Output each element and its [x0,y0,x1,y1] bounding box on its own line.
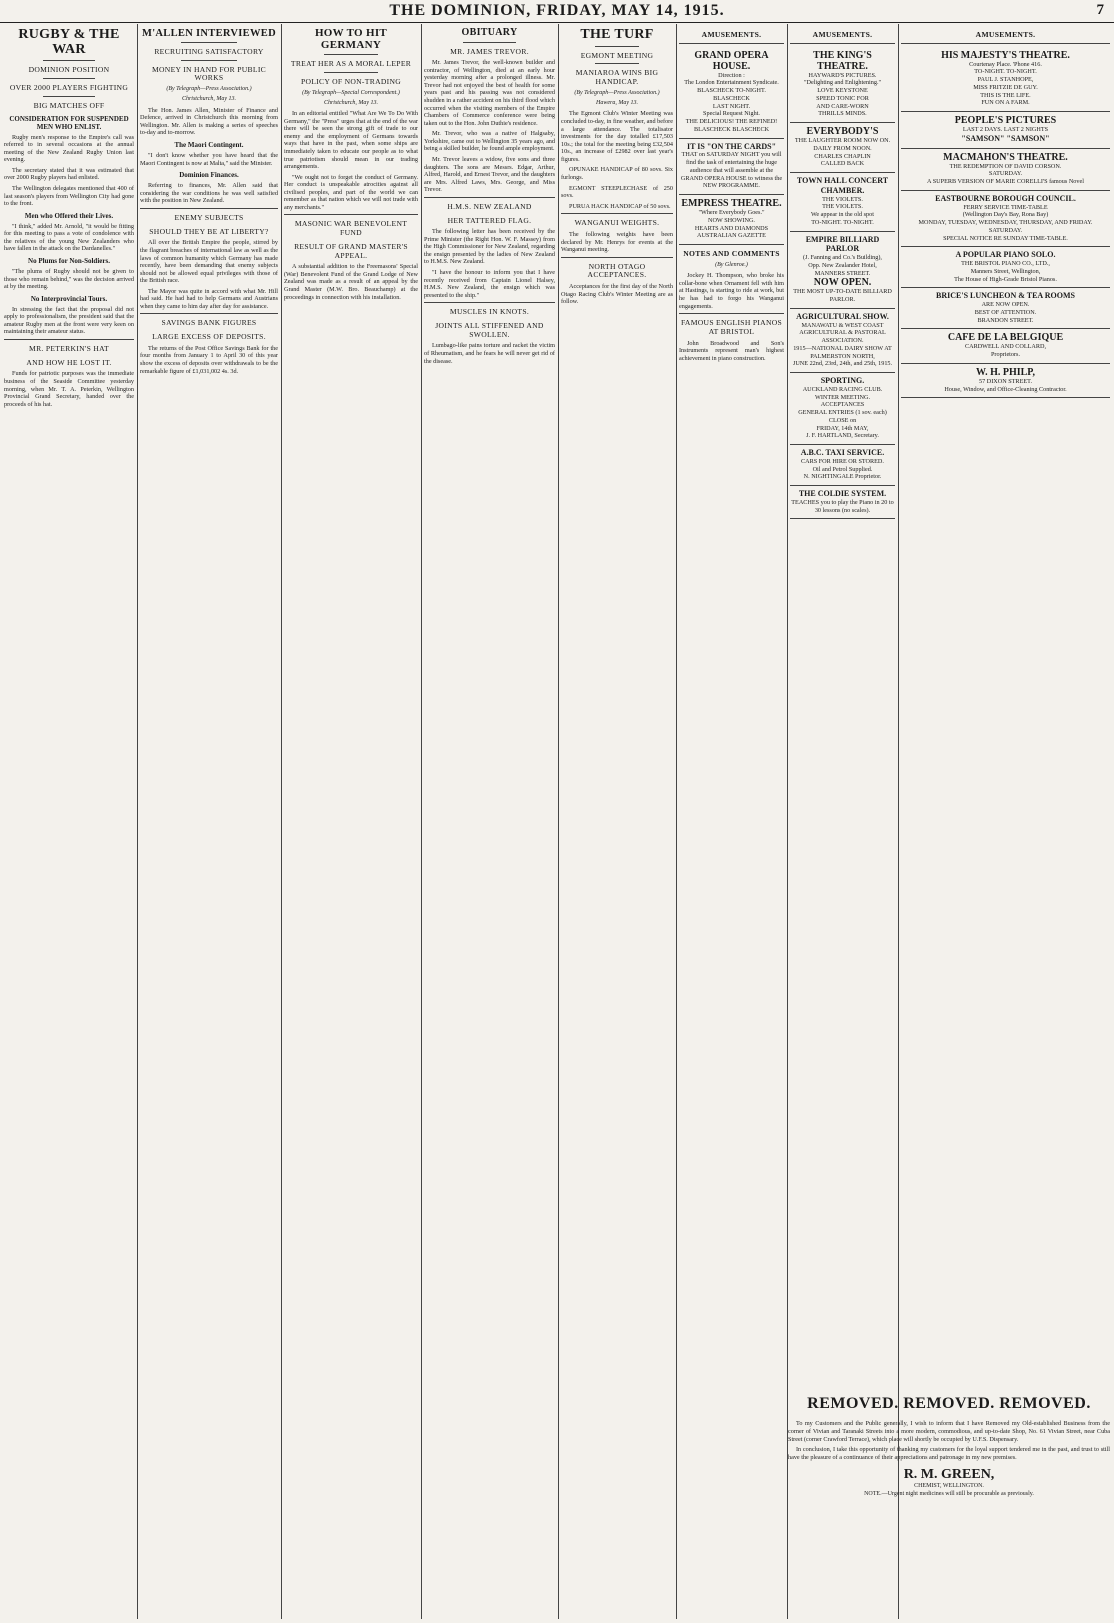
column-amusements-2 [790,26,895,1383]
divider [595,46,640,47]
column-rule [898,24,899,1619]
paragraph: OPUNAKE HANDICAP of 80 sovs. Six furlongs. [561,166,673,181]
subheadline: DOMINION POSITION [28,65,110,75]
advert-grand-opera [679,47,784,139]
divider [424,197,555,198]
advert-macmahons [901,149,1110,191]
crosshead: Men who Offered their Lives. [24,211,114,220]
advert-line: 57 DIXON STREET. [979,377,1032,385]
advert-line: Opp. New Zealander Hotel, [808,261,877,269]
paragraph: "I think," added Mr. Arnold, "it would be fitting for this meeting to pass a vote of condolence with the relatives of the young New Zealanders who have fallen in the attack on the Dardanelles." [4,222,134,253]
advert-line: Courtenay Place. 'Phone 416. [969,60,1042,68]
removed-advert-title: REMOVED. REMOVED. REMOVED. [807,1395,1091,1412]
advert-line: MANAWATU & WEST COAST AGRICULTURAL & PASTORAL ASSOCIATION. [799,321,886,345]
advert-line: A SUPERB VERSION OF MARIE CORELLI'S famous Novel [927,178,1084,186]
advert-brices [901,288,1110,329]
column-amusements-3 [901,26,1110,1383]
advert-sporting [790,373,895,445]
subheadline: EGMONT MEETING [580,50,654,60]
advert-line: CHARLES CHAPLIN [814,152,871,160]
advert-line: THE VIOLETS. [822,195,863,203]
advert-line: "Delighting and Enlightening." [803,79,882,87]
advert-line: MISS FRITZIE DE GUY. [973,83,1038,91]
paragraph: Mr. Trevor, who was a native of Halgsaby, Yorkshire, came out to Wellington 35 years ago, and being a skilled builder, he found ample employment. [424,130,555,153]
advert-line: CALLED BACK [820,160,865,168]
paragraph: Funds for patriotic purposes was the immediate business of the Seaside Committee yesterday morning, when Mr. T. A. Peterkin, Wellington Provincial Grand Secretary, handed over the proceeds of his hat. [4,370,134,408]
paragraph: PURUA HACK HANDICAP of 50 sovs. [569,202,671,210]
subheadline: MR. JAMES TREVOR. [450,46,529,56]
advert-line: J. F. HARTLAND, Secretary. [806,432,879,440]
paragraph: In conclusion, I take this opportunity of thanking my customers for the loyal support tendered me in the past, and trust to still have the pleasure of a continuance of their appreciations and patronage in my new premises. [788,1446,1110,1461]
divider [43,96,95,97]
advert-line: N. NIGHTINGALE Proprietor. [803,473,882,481]
column-rule [787,24,788,1619]
advert-empire-billiard [790,232,895,309]
advert-line: THAT on SATURDAY NIGHT you will find the task of entertaining the huge audience that will assemble at the GRAND OPERA HOUSE to witness the NEW PROGRAMME. [680,151,783,190]
crosshead: No Plums for Non-Soldiers. [28,256,110,265]
headline: H.M.S. NEW ZEALAND [447,201,532,211]
advert-line: THE DELICIOUS! THE REFINED! [685,118,778,126]
newspaper-title: THE DOMINION, FRIDAY, MAY 14, 1915. [389,2,725,19]
headline: MUSCLES IN KNOTS. [449,307,530,317]
advert-line: House, Window, and Office-Cleaning Contractor. [944,385,1067,393]
advert-line: CARS FOR HIRE OR STORED. [801,457,884,465]
advert-piano-solo [901,247,1110,288]
headline: ENEMY SUBJECTS [174,212,244,222]
paragraph: Referring to finances, Mr. Allen said that considering the war conditions he was well satisfied with the position in New Zealand. [140,182,278,205]
subheadline: OVER 2000 PLAYERS FIGHTING [9,83,129,93]
paragraph: "I don't know whether you have heard that the Maori Contingent is now at Malta," said the Minister. [140,152,278,167]
divider [324,72,378,73]
divider [140,313,278,314]
divider [561,257,673,258]
column-rule [676,24,677,1619]
section-header: AMUSEMENTS. [701,30,762,39]
byline: (By Telegraph—Special Correspondent.) [302,89,400,96]
advert-title: EMPRESS THEATRE. [681,198,782,210]
advert-line: FRIDAY, 14th MAY, [816,424,869,432]
divider [43,78,95,79]
advert-line: AND CARE-WORN [816,102,869,110]
advert-peoples-pictures [901,112,1110,149]
headline: NORTH OTAGO ACCEPTANCES. [587,261,647,280]
column-rule [558,24,559,1619]
advert-title: IT IS "ON THE CARDS" [686,141,777,151]
column-obituary [424,26,555,1617]
divider [324,54,378,55]
advert-taxi [790,445,895,486]
advert-philp [901,364,1110,399]
advert-line: THE REDEMPTION OF DAVID CORSON. [949,162,1062,170]
advert-line: THRILLS MINDS. [818,110,867,118]
paragraph: A substantial addition to the Freemasons' Special (War) Benevolent Fund of the Grand Lodge of New Zealand was made as a result of an appeal by the Grand Master (M.W. Bro. Beauchamp) at the proceedings in connection with his installation. [284,263,418,301]
paragraph: The Egmont Club's Winter Meeting was concluded to-day, in fine weather, and before a large attendance. The totalisator investments for the day totalled £17,503 10s.; the total for the meeting being £32,504 10s., an increase of £2982 over last year's figures. [561,110,673,163]
divider [424,302,555,303]
subheadline: MANIAROA WINS BIG HANDICAP. [575,68,659,87]
section-header: AMUSEMENTS. [975,30,1036,39]
advert-line: The House of High-Grade Bristol Pianos. [954,275,1057,283]
paragraph: The Mayor was quite in accord with what Mr. Hill had said. He had had to help Germans and Austrians when they came to him day after day for assistance. [140,287,278,310]
headline: MR. PETERKIN'S HAT [29,344,109,354]
advert-line: THE LAUGHTER ROOM NOW ON. [794,137,891,145]
advert-line: The London Entertainment Syndicate. [684,79,779,87]
headline: RUGBY & THE WAR [18,27,120,57]
headline: SAVINGS BANK FIGURES [161,318,257,328]
paragraph: The Wellington delegates mentioned that 400 of last season's players from Wellington City had gone to the front. [4,185,134,208]
paragraph: "The plums of Rugby should not be given to those who remain behind," was the decision arrived at by the meeting. [4,268,134,291]
subheadline: SHOULD THEY BE AT LIBERTY? [149,226,269,236]
advert-line: Direction : [718,71,745,79]
divider [43,60,95,61]
advert-line: TEACHES you to play the Piano in 20 to 30 lessons (no scales). [791,498,894,514]
advert-line: BEST OF ATTENTION. [974,308,1037,316]
paragraph: Lumbago-like pains torture and racket the victim of Rheumatism, and he fears he will never get rid of the disease. [424,342,555,365]
divider [790,43,895,44]
advert-line: Special Request Night. [703,110,760,118]
column-rule [281,24,282,1619]
subheadline: RESULT OF GRAND MASTER'S APPEAL. [294,241,408,260]
column-turf [561,26,673,1617]
advert-line: TO-NIGHT. TO-NIGHT. [974,68,1037,76]
advert-title: HIS MAJESTY'S THEATRE. [941,49,1070,61]
advert-line: We appear in the old spot [811,211,874,219]
advert-title: A POPULAR PIANO SOLO. [955,250,1056,260]
advert-line: NOW OPEN. [813,277,872,289]
paragraph: In an editorial entitled "What Are We To Do With Germany," the "Press" urges that at the end of the war there will be seen the strong gift of trade to our enemy and the employment of Germans towards ways that have in the past, when some ships are immediately taken to educate our people as to what true patriotism should mean in our trading arrangements. [284,110,418,171]
divider [284,214,418,215]
advert-line: PAUL J. STANHOPE, [977,76,1034,84]
advert-title: W. H. PHILP, [976,366,1035,378]
paragraph: Jockey H. Thompson, who broke his collar-bone when Ornament fell with him at Hastings, is starting to ride at work, but he has had to forgo his Wanganui engagements. [679,272,784,310]
subheadline: AND HOW HE LOST IT. [26,357,112,367]
crosshead: Dominion Finances. [179,171,239,180]
crosshead: The Maori Contingent. [174,141,244,150]
divider [595,63,640,64]
subheadline: HER TATTERED FLAG. [447,215,532,225]
advert-line: HEARTS AND DIAMONDS [694,224,769,232]
advert-line: "Where Everybody Goes." [698,209,765,217]
divider [140,208,278,209]
advert-cafe-belgique [901,329,1110,364]
advert-line: 1915—NATIONAL DAIRY SHOW AT PALMERSTON NORTH, [793,344,892,360]
subheadline: LARGE EXCESS OF DEPOSITS. [152,332,266,342]
advert-line: (Wellington Day's Bay, Rona Bay) [962,211,1049,219]
masthead [0,0,1114,23]
advert-line: Manners Street, Wellington, [970,267,1041,275]
advert-title: EMPIRE BILLIARD PARLOR [805,234,880,254]
paragraph: The secretary stated that it was estimated that over 2000 Rugby players had enlisted. [4,166,134,182]
advert-title: MACMAHON'S THEATRE. [943,151,1068,163]
subheadline: BIG MATCHES OFF [33,100,105,110]
advert-line: SPECIAL NOTICE RE SUNDAY TIME-TABLE. [943,234,1068,242]
paragraph: John Broadwood and Son's Instruments represent man's highest achievement in piano construction. [679,339,784,362]
advert-line: Oil and Petrol Supplied. [812,465,873,473]
advert-line: DAILY FROM NOON. [813,144,872,152]
divider [181,42,236,43]
advert-line: SATURDAY. [988,226,1023,234]
byline: (By Telegraph—Press Association.) [166,86,252,93]
advert-line: AUSTRALIAN GAZETTE [697,232,766,240]
advert-line: FERRY SERVICE TIME-TABLE [963,203,1048,211]
advert-line: ARE NOW OPEN. [981,301,1030,309]
subheadline: MONEY IN HAND FOR PUBLIC WORKS [151,64,267,83]
advert-line: SPEED TONIC FOR [816,94,869,102]
advert-line: THIS IS THE LIFE. [980,91,1031,99]
subheadline: POLICY OF NON-TRADING [300,76,402,86]
advert-title: GRAND OPERA HOUSE. [694,49,769,72]
advert-line: NOW SHOWING. [708,216,755,224]
advert-title: SPORTING. [820,376,865,386]
advert-title: PEOPLE'S PICTURES [954,115,1057,127]
divider [181,60,236,61]
paragraph: The Hon. James Allen, Minister of Finance and Defence, arrived in Christchurch this morning from Wellington. Mr. Allen is making a series of speeches to-day and to-morrow. [140,106,278,137]
headline: HOW TO HIT GERMANY [314,27,388,51]
advert-kings-theatre [790,47,895,124]
advert-coldie [790,486,895,519]
deck: CONSIDERATION FOR SUSPENDED MEN WHO ENLIST. [9,114,129,131]
advert-line: HAYWARD'S PICTURES. [808,71,877,79]
dateline: Christchurch, May 13. [181,96,237,103]
byline: (By Glenroe.) [715,261,748,268]
advert-on-the-cards [679,139,784,196]
paragraph: The following letter has been received by the Prime Minister (the Right Hon. W. F. Massey) from the High Commissioner for New Zealand, regarding the ensign presented by the ladies of New Zealand to H.M.S. New Zealand. [424,228,555,266]
advert-title: CAFE DE LA BELGIQUE [947,332,1064,344]
advert-title: TOWN HALL CONCERT CHAMBER. [796,176,889,195]
advert-eastbourne [901,191,1110,248]
headline: FAMOUS ENGLISH PIANOS AT BRISTOL [680,318,783,336]
column-allen [140,26,278,1617]
advert-line: SATURDAY. [988,170,1023,178]
paragraph: Mr. Trevor leaves a widow, five sons and three daughters. The sons are Messrs. Edgar, Arthur, Alfred, Harold, and Ernest Trevor, and the daughters are Mrs. Alfred Laws, Mrs. George, and Miss Trevor. [424,155,555,194]
advert-town-hall [790,173,895,232]
column-amusements-1 [679,26,784,1617]
advert-line: TO-NIGHT. TO-NIGHT. [811,218,874,226]
advert-line: LOVE KEYSTONE [817,87,868,95]
dateline: Hawera, May 13. [596,100,638,107]
advert-title: THE KING'S THEATRE. [813,49,872,72]
paragraph: All over the British Empire the people, stirred by the flagrant breaches of international law as well as the laws of common humanity which Germany has made recently, have been demanding that enemy subjects should not be allowed equal privileges with those of the British race. [140,239,278,285]
column-rule [137,24,138,1619]
divider [679,43,784,44]
headline: M'ALLEN INTERVIEWED [142,28,276,39]
paragraph: "We ought not to forget the conduct of Germany. Her conduct is unspeakable atrocities against all civilised peoples, and part of the world we can remember as that nation which we will not trade with any merchants." [284,173,418,211]
divider [463,42,515,43]
advert-line: BRANDON STREET. [977,316,1034,324]
advert-line: LAST NIGHT. [712,102,751,110]
paragraph: The following weights have been declared by Mr. Henrys for events at the Wanganui meeting. [561,230,673,254]
divider [679,313,784,314]
advert-empress [679,195,784,245]
advert-line: WINTER MEETING. [815,393,870,401]
advert-title: AGRICULTURAL SHOW. [796,311,889,321]
advert-title: A.B.C. TAXI SERVICE. [800,448,885,458]
advert-note: NOTE.—Urgent night medicines will still be procurable as previously. [864,1490,1034,1497]
advert-line: BLASCHECK TO-NIGHT. BLASCHECK [697,87,766,102]
headline: THE TURF [580,27,654,42]
advert-agricultural [790,309,895,373]
advert-line: Proprietors. [990,351,1021,359]
advertiser-trade: CHEMIST, WELLINGTON. [914,1483,984,1490]
removed-advert-body [788,1420,1110,1498]
paragraph: In stressing the fact that the proposal did not apply to professionalism, the president said that the amateur Rugby men at the front were very keen on maintaining their amateur status. [4,305,134,336]
page-number: 7 [1096,2,1104,18]
advert-title: BRICE'S LUNCHEON & TEA ROOMS [936,291,1075,301]
advert-line: "SAMSON" "SAMSON" [961,133,1050,143]
headline: NOTES AND COMMENTS [683,249,780,259]
advert-line: LAST 2 DAYS. LAST 2 NIGHTS [962,126,1049,134]
advert-line: THE VIOLETS. [822,203,863,211]
advert-line: JUNE 22nd, 23rd, 24th, and 25th, 1915. [792,360,893,368]
advert-line: THE BRISTOL PIANO CO., LTD., [961,260,1050,268]
paragraph: The returns of the Post Office Savings Bank for the four months from January 1 to April 30 of this year show the excess of deposits over withdrawals to be the remarkable figure of £1,031,002 4s. 3d. [140,344,278,375]
divider [561,213,673,214]
headline: WANGANUI WEIGHTS. [574,218,660,228]
advert-title: EASTBOURNE BOROUGH COUNCIL. [935,193,1076,203]
byline: (By Telegraph—Press Association.) [574,89,660,96]
advert-line: MONDAY, TUESDAY, WEDNESDAY, THURSDAY, AND FRIDAY. [918,219,1093,227]
paragraph: Rugby men's response to the Empire's call was referred to in several occasions at the annual meeting of the New Zealand Rugby Union last evening. [4,133,134,164]
advert-line: BLASCHECK BLASCHECK [693,125,770,133]
advert-his-majestys [901,47,1110,113]
paragraph: To my Customers and the Public generally, I wish to inform that I have Removed my Old-established Business from the corner of Vivian and Taranaki Streets into a more modern, commodious, and up-to-date Shop, No. 61 Vivian Street, near Cuba Street (corner Crawford Terrace), which place will shortly be occupied by U.F.S. Dispensary. [788,1420,1110,1443]
advert-line: AUCKLAND RACING CLUB. [802,385,883,393]
advert-line: GENERAL ENTRIES (1 sov. each) [798,409,887,417]
advertiser-name: R. M. GREEN, [903,1466,995,1482]
advert-title: EVERYBODY'S [806,126,879,138]
headline: OBITUARY [461,27,518,38]
advert-line: (J. Fanning and Co.'s Building), [803,254,882,262]
advert-line: CARDWELL AND COLLARD, [964,343,1047,351]
advert-line: FUN ON A FARM. [981,99,1030,107]
subheadline: RECRUITING SATISFACTORY [154,47,264,57]
column-rule [421,24,422,1619]
column-germany [284,26,418,1617]
advert-line: CLOSE on [828,416,857,424]
subheadline: TREAT HER AS A MORAL LEPER [290,59,412,69]
divider [901,43,1110,44]
advert-line: MANNERS STREET. [814,269,871,277]
section-header: AMUSEMENTS. [812,30,873,39]
paragraph: Acceptances for the first day of the North Otago Racing Club's Winter Meeting are as follow. [561,283,673,306]
crosshead: No Interprovincial Tours. [30,294,108,303]
advert-everybodys [790,123,895,173]
paragraph: Mr. James Trevor, the well-known builder and contractor, of Wellington, died at an early hour yesterday morning after a prolonged illness. Mr. Trevor had not enjoyed the best of health for some years past and his passing was not considered shudden in a rather accident on his third flood which occurred when the visiting members of the Empire Chambers of Commerce conference were being taken out to the Hon. John Duthie's residence. [424,59,555,127]
paragraph: EGMONT STEEPLECHASE of 250 sovs. [561,184,673,200]
divider [4,339,134,340]
advert-line: THE MOST UP-TO-DATE BILLIARD PARLOR. [793,288,892,304]
advert-line: ACCEPTANCES [820,401,865,409]
subheadline: JOINTS ALL STIFFENED AND SWOLLEN. [435,321,544,339]
dateline: Christchurch, May 13. [323,99,379,106]
paragraph: "I have the honour to inform you that I have recently received from Captain Lionel Halsey, H.M.S. New Zealand, the ensign which was presented to the ship." [424,269,555,299]
advert-title: THE COLDIE SYSTEM. [798,489,887,499]
column-rugby [4,26,134,1617]
headline: MASONIC WAR BENEVOLENT FUND [294,219,408,238]
